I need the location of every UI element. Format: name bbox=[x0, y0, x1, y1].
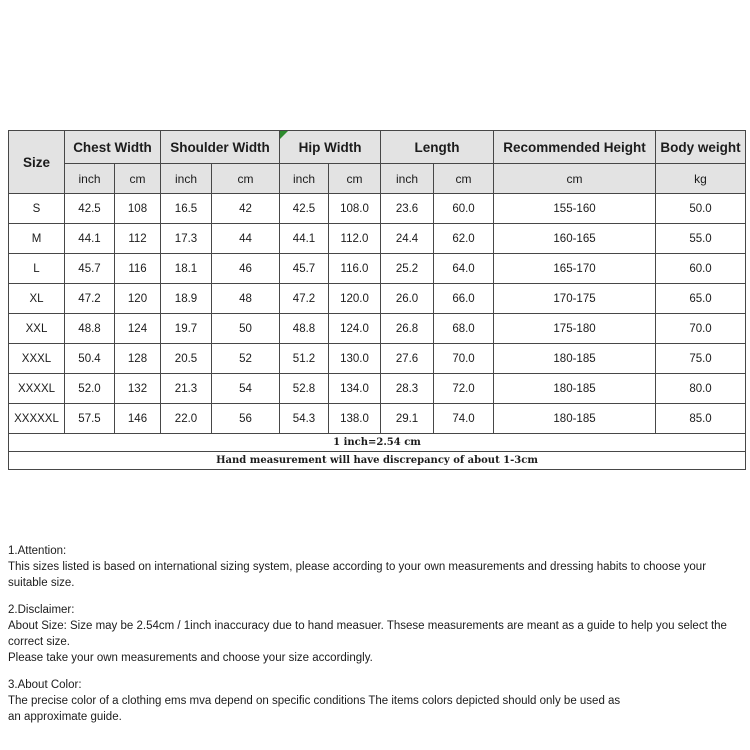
value-cell: 25.2 bbox=[381, 254, 434, 284]
unit-header-shoulder-width-cm: cm bbox=[212, 164, 280, 194]
value-cell: 124.0 bbox=[329, 314, 381, 344]
value-cell: 29.1 bbox=[381, 404, 434, 434]
value-cell: 23.6 bbox=[381, 194, 434, 224]
column-header-length: Length bbox=[381, 131, 494, 164]
footnote-disclaimer bbox=[8, 602, 745, 666]
unit-header-shoulder-width-inch: inch bbox=[161, 164, 212, 194]
size-cell: XXXXXL bbox=[9, 404, 65, 434]
size-cell: S bbox=[9, 194, 65, 224]
footnote-line: The precise color of a clothing ems mva depend on specific conditions The items colors depicted should only be used as bbox=[8, 695, 621, 707]
value-cell: 16.5 bbox=[161, 194, 212, 224]
value-cell: 52.8 bbox=[280, 374, 329, 404]
value-cell: 18.9 bbox=[161, 284, 212, 314]
value-cell: 48.8 bbox=[280, 314, 329, 344]
value-cell: 62.0 bbox=[434, 224, 494, 254]
table-note-row-2 bbox=[9, 452, 746, 470]
unit-header-recommended-height-cm: cm bbox=[494, 164, 656, 194]
value-cell: 60.0 bbox=[434, 194, 494, 224]
value-cell: 18.1 bbox=[161, 254, 212, 284]
value-cell: 70.0 bbox=[434, 344, 494, 374]
green-corner-marker bbox=[280, 131, 288, 139]
value-cell: 27.6 bbox=[381, 344, 434, 374]
unit-header-body-weight-kg: kg bbox=[656, 164, 746, 194]
size-cell: L bbox=[9, 254, 65, 284]
value-cell: 146 bbox=[115, 404, 161, 434]
value-cell: 42 bbox=[212, 194, 280, 224]
column-header-body-weight: Body weight bbox=[656, 131, 746, 164]
value-cell: 60.0 bbox=[656, 254, 746, 284]
value-cell: 48 bbox=[212, 284, 280, 314]
value-cell: 44.1 bbox=[65, 224, 115, 254]
value-cell: 50.0 bbox=[656, 194, 746, 224]
column-header-hip-width: Hip Width bbox=[280, 131, 381, 164]
footnote-about-color bbox=[8, 677, 745, 725]
size-row-xxl bbox=[9, 314, 746, 344]
value-cell: 116 bbox=[115, 254, 161, 284]
value-cell: 54 bbox=[212, 374, 280, 404]
footnote-title: 3.About Color: bbox=[8, 679, 82, 691]
column-header-size: Size bbox=[9, 131, 65, 194]
value-cell: 44 bbox=[212, 224, 280, 254]
unit-header-hip-width-cm: cm bbox=[329, 164, 381, 194]
unit-header-chest-width-cm: cm bbox=[115, 164, 161, 194]
size-row-xxxl bbox=[9, 344, 746, 374]
value-cell: 112.0 bbox=[329, 224, 381, 254]
value-cell: 120 bbox=[115, 284, 161, 314]
value-cell: 180-185 bbox=[494, 404, 656, 434]
value-cell: 46 bbox=[212, 254, 280, 284]
value-cell: 74.0 bbox=[434, 404, 494, 434]
size-cell: XXL bbox=[9, 314, 65, 344]
footnote-line: This sizes listed is based on international sizing system, please according to your own measurements and dressing habits to choose your suitable size. bbox=[8, 561, 707, 589]
value-cell: 180-185 bbox=[494, 344, 656, 374]
value-cell: 20.5 bbox=[161, 344, 212, 374]
value-cell: 50 bbox=[212, 314, 280, 344]
value-cell: 24.4 bbox=[381, 224, 434, 254]
value-cell: 124 bbox=[115, 314, 161, 344]
footnote-line: an approximate guide. bbox=[8, 711, 122, 723]
size-cell: XL bbox=[9, 284, 65, 314]
footnote-title: 2.Disclaimer: bbox=[8, 604, 75, 616]
value-cell: 19.7 bbox=[161, 314, 212, 344]
column-header-recommended-height: Recommended Height bbox=[494, 131, 656, 164]
value-cell: 138.0 bbox=[329, 404, 381, 434]
size-row-xxxxl bbox=[9, 374, 746, 404]
unit-header-hip-width-inch: inch bbox=[280, 164, 329, 194]
value-cell: 65.0 bbox=[656, 284, 746, 314]
value-cell: 56 bbox=[212, 404, 280, 434]
value-cell: 68.0 bbox=[434, 314, 494, 344]
value-cell: 48.8 bbox=[65, 314, 115, 344]
value-cell: 132 bbox=[115, 374, 161, 404]
value-cell: 64.0 bbox=[434, 254, 494, 284]
value-cell: 75.0 bbox=[656, 344, 746, 374]
value-cell: 175-180 bbox=[494, 314, 656, 344]
value-cell: 28.3 bbox=[381, 374, 434, 404]
table-note-text: 1 inch=2.54 cm bbox=[9, 434, 746, 452]
size-cell: M bbox=[9, 224, 65, 254]
value-cell: 66.0 bbox=[434, 284, 494, 314]
value-cell: 54.3 bbox=[280, 404, 329, 434]
unit-header-length-cm: cm bbox=[434, 164, 494, 194]
size-cell: XXXXL bbox=[9, 374, 65, 404]
size-row-xxxxxl bbox=[9, 404, 746, 434]
size-row-s bbox=[9, 194, 746, 224]
value-cell: 17.3 bbox=[161, 224, 212, 254]
value-cell: 42.5 bbox=[280, 194, 329, 224]
value-cell: 26.0 bbox=[381, 284, 434, 314]
size-table bbox=[8, 130, 746, 470]
value-cell: 130.0 bbox=[329, 344, 381, 374]
value-cell: 108 bbox=[115, 194, 161, 224]
value-cell: 160-165 bbox=[494, 224, 656, 254]
value-cell: 165-170 bbox=[494, 254, 656, 284]
value-cell: 112 bbox=[115, 224, 161, 254]
table-unit-header-row bbox=[9, 164, 746, 194]
value-cell: 45.7 bbox=[280, 254, 329, 284]
footnote-line: About Size: Size may be 2.54cm / 1inch inaccuracy due to hand measuer. Thsese measurements are meant as a guide to help you select the correct size. bbox=[8, 620, 727, 648]
value-cell: 120.0 bbox=[329, 284, 381, 314]
table-note-row-1 bbox=[9, 434, 746, 452]
value-cell: 22.0 bbox=[161, 404, 212, 434]
size-row-xl bbox=[9, 284, 746, 314]
table-note-text: Hand measurement will have discrepancy of about 1-3cm bbox=[9, 452, 746, 470]
value-cell: 26.8 bbox=[381, 314, 434, 344]
size-cell: XXXL bbox=[9, 344, 65, 374]
value-cell: 47.2 bbox=[65, 284, 115, 314]
size-row-l bbox=[9, 254, 746, 284]
value-cell: 55.0 bbox=[656, 224, 746, 254]
value-cell: 70.0 bbox=[656, 314, 746, 344]
unit-header-chest-width-inch: inch bbox=[65, 164, 115, 194]
footnotes-section bbox=[8, 543, 745, 736]
value-cell: 47.2 bbox=[280, 284, 329, 314]
value-cell: 116.0 bbox=[329, 254, 381, 284]
footnote-attention bbox=[8, 543, 745, 591]
value-cell: 52.0 bbox=[65, 374, 115, 404]
table-group-header-row bbox=[9, 131, 746, 164]
value-cell: 42.5 bbox=[65, 194, 115, 224]
value-cell: 134.0 bbox=[329, 374, 381, 404]
footnote-title: 1.Attention: bbox=[8, 545, 67, 557]
value-cell: 155-160 bbox=[494, 194, 656, 224]
value-cell: 108.0 bbox=[329, 194, 381, 224]
value-cell: 57.5 bbox=[65, 404, 115, 434]
value-cell: 72.0 bbox=[434, 374, 494, 404]
value-cell: 85.0 bbox=[656, 404, 746, 434]
unit-header-length-inch: inch bbox=[381, 164, 434, 194]
value-cell: 50.4 bbox=[65, 344, 115, 374]
column-header-shoulder-width: Shoulder Width bbox=[161, 131, 280, 164]
value-cell: 128 bbox=[115, 344, 161, 374]
value-cell: 80.0 bbox=[656, 374, 746, 404]
value-cell: 52 bbox=[212, 344, 280, 374]
value-cell: 180-185 bbox=[494, 374, 656, 404]
value-cell: 51.2 bbox=[280, 344, 329, 374]
footnote-line: Please take your own measurements and choose your size accordingly. bbox=[8, 652, 373, 664]
value-cell: 170-175 bbox=[494, 284, 656, 314]
size-row-m bbox=[9, 224, 746, 254]
value-cell: 45.7 bbox=[65, 254, 115, 284]
value-cell: 21.3 bbox=[161, 374, 212, 404]
column-header-chest-width: Chest Width bbox=[65, 131, 161, 164]
value-cell: 44.1 bbox=[280, 224, 329, 254]
